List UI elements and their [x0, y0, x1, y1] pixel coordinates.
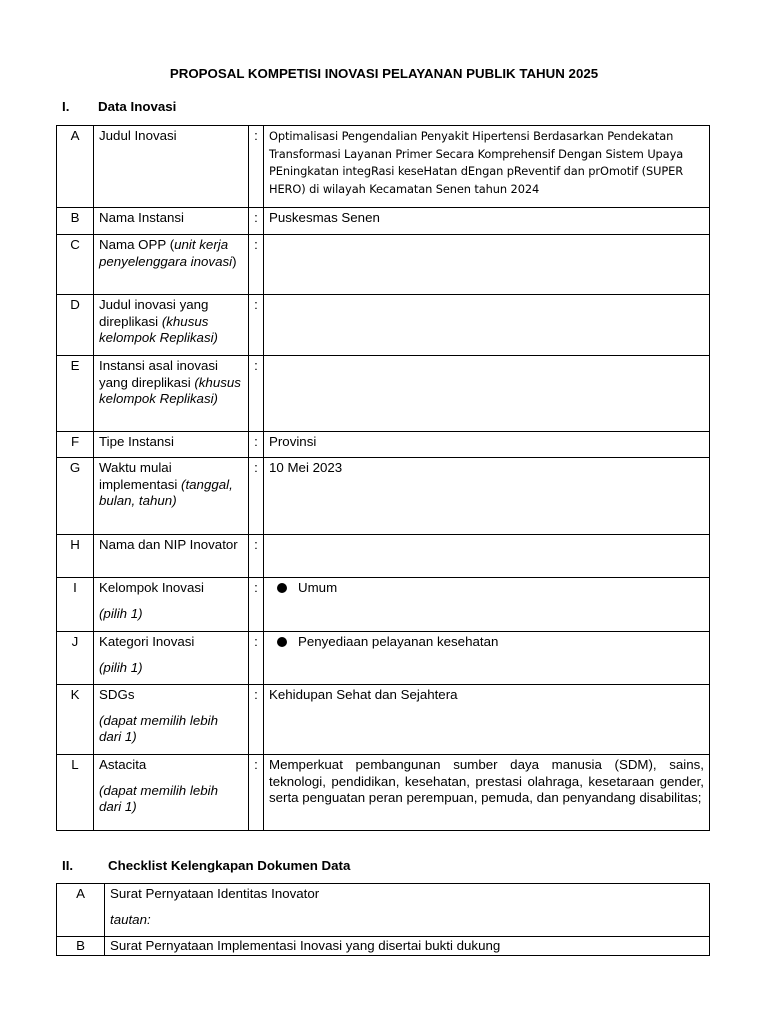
- row-label: [94, 578, 249, 632]
- row-code: A: [57, 126, 94, 208]
- row-value-judul-inovasi: Optimalisasi Pengendalian Penyakit Hipertensi Berdasarkan Pendekatan Transformasi Layanan Primer Secara Komprehensif Dengan Sistem Upaya PEningkatan integRasi keseHatan dEngan pReventif dan prOmotif (SUPER HERO) di wilayah Kecamatan Senen tahun 2024: [264, 126, 710, 208]
- row-colon: :: [249, 685, 264, 755]
- label-text: Kategori Inovasi: [99, 634, 195, 649]
- checklist-table: [56, 883, 710, 956]
- row-label: [94, 295, 249, 356]
- label-note: unit kerja penyelenggara inovasi: [99, 237, 233, 269]
- row-value-nama-instansi: Puskesmas Senen: [264, 208, 710, 235]
- row-value-judul-replikasi: [264, 295, 710, 356]
- label-text: Surat Pernyataan Identitas Inovator: [110, 886, 320, 901]
- row-label: [94, 755, 249, 831]
- row-colon: :: [249, 356, 264, 432]
- row-label: Surat Pernyataan Implementasi Inovasi yang disertai bukti dukung: [105, 937, 710, 956]
- row-value-sdgs: Kehidupan Sehat dan Sejahtera: [264, 685, 710, 755]
- row-value-nama-nip: [264, 535, 710, 578]
- row-colon: :: [249, 126, 264, 208]
- row-code: A: [57, 884, 105, 937]
- label-text: Astacita: [99, 757, 147, 772]
- table-row-a: [57, 126, 710, 208]
- row-label: [105, 884, 710, 937]
- table-row-i: [57, 578, 710, 632]
- row-label: Nama Instansi: [94, 208, 249, 235]
- row-value-instansi-asal: [264, 356, 710, 432]
- row-code: L: [57, 755, 94, 831]
- row-colon: :: [249, 578, 264, 632]
- row-colon: :: [249, 535, 264, 578]
- label-note: (tanggal, bulan, tahun): [99, 476, 233, 508]
- row-label: Tipe Instansi: [94, 432, 249, 458]
- label-note: (dapat memilih lebih dari 1): [99, 712, 218, 744]
- row-code: H: [57, 535, 94, 578]
- row-value-kategori-inovasi: [264, 632, 710, 685]
- table-row-k: [57, 685, 710, 755]
- row-label: [94, 685, 249, 755]
- row-colon: :: [249, 458, 264, 535]
- label-note: (khusus kelompok Replikasi): [99, 374, 241, 406]
- bullet-text: Umum: [298, 580, 338, 595]
- row-code: C: [57, 235, 94, 295]
- link-note: tautan:: [110, 911, 151, 927]
- row-label: Nama dan NIP Inovator: [94, 535, 249, 578]
- row-label: [94, 356, 249, 432]
- row-code: D: [57, 295, 94, 356]
- label-note: (pilih 1): [99, 659, 143, 675]
- row-value-tipe-instansi: Provinsi: [264, 432, 710, 458]
- table-row-f: [57, 432, 710, 458]
- label-text: Instansi asal inovasi yang direplikasi: [99, 358, 218, 390]
- label-text: Nama OPP (: [99, 237, 175, 252]
- section-2-title: Checklist Kelengkapan Dokumen Data: [108, 858, 351, 873]
- row-colon: :: [249, 235, 264, 295]
- table-row-h: [57, 535, 710, 578]
- table-row-d: [57, 295, 710, 356]
- table-row-b: [57, 208, 710, 235]
- row-label: Judul Inovasi: [94, 126, 249, 208]
- table-row-e: [57, 356, 710, 432]
- section-1-title: Data Inovasi: [98, 99, 177, 114]
- table-row-l: [57, 755, 710, 831]
- row-label: [94, 235, 249, 295]
- row-value-kelompok-inovasi: [264, 578, 710, 632]
- row-value-astacita: Memperkuat pembangunan sumber daya manusia (SDM), sains, teknologi, pendidikan, kesehatan, prestasi olahraga, kesetaraan gender, serta penguatan peran perempuan, pemuda, dan penyandang disabilitas;: [264, 755, 710, 831]
- row-code: J: [57, 632, 94, 685]
- row-label: [94, 458, 249, 535]
- table-row-g: [57, 458, 710, 535]
- row-colon: :: [249, 755, 264, 831]
- row-colon: :: [249, 432, 264, 458]
- row-colon: :: [249, 632, 264, 685]
- bullet-icon: [277, 637, 287, 647]
- row-colon: :: [249, 295, 264, 356]
- row-code: F: [57, 432, 94, 458]
- label-text: SDGs: [99, 687, 135, 702]
- section-1-number: I.: [62, 99, 70, 114]
- label-end: ): [232, 253, 237, 269]
- row-code: K: [57, 685, 94, 755]
- section-2-number: II.: [62, 858, 74, 873]
- row-code: B: [57, 208, 94, 235]
- table-row-b: [57, 937, 710, 956]
- label-text: Waktu mulai implementasi: [99, 460, 182, 492]
- label-note: (dapat memilih lebih dari 1): [99, 782, 218, 814]
- bullet-text: Penyediaan pelayanan kesehatan: [298, 634, 499, 649]
- label-note: (khusus kelompok Replikasi): [99, 313, 218, 345]
- row-label: [94, 632, 249, 685]
- row-code: G: [57, 458, 94, 535]
- document-title: PROPOSAL KOMPETISI INOVASI PELAYANAN PUBLIK TAHUN 2025: [169, 66, 599, 81]
- row-value-waktu-mulai: 10 Mei 2023: [264, 458, 710, 535]
- row-colon: :: [249, 208, 264, 235]
- section-2-heading: [62, 858, 350, 873]
- table-row-j: [57, 632, 710, 685]
- label-text: Kelompok Inovasi: [99, 580, 204, 595]
- row-code: E: [57, 356, 94, 432]
- table-row-c: [57, 235, 710, 295]
- label-note: (pilih 1): [99, 605, 143, 621]
- row-code: I: [57, 578, 94, 632]
- row-code: B: [57, 937, 105, 956]
- table-row-a: [57, 884, 710, 937]
- row-value-nama-opp: [264, 235, 710, 295]
- label-text: Judul inovasi yang direplikasi: [99, 297, 209, 329]
- section-1-heading: [62, 99, 176, 114]
- data-inovasi-table: [56, 125, 710, 831]
- bullet-icon: [277, 583, 287, 593]
